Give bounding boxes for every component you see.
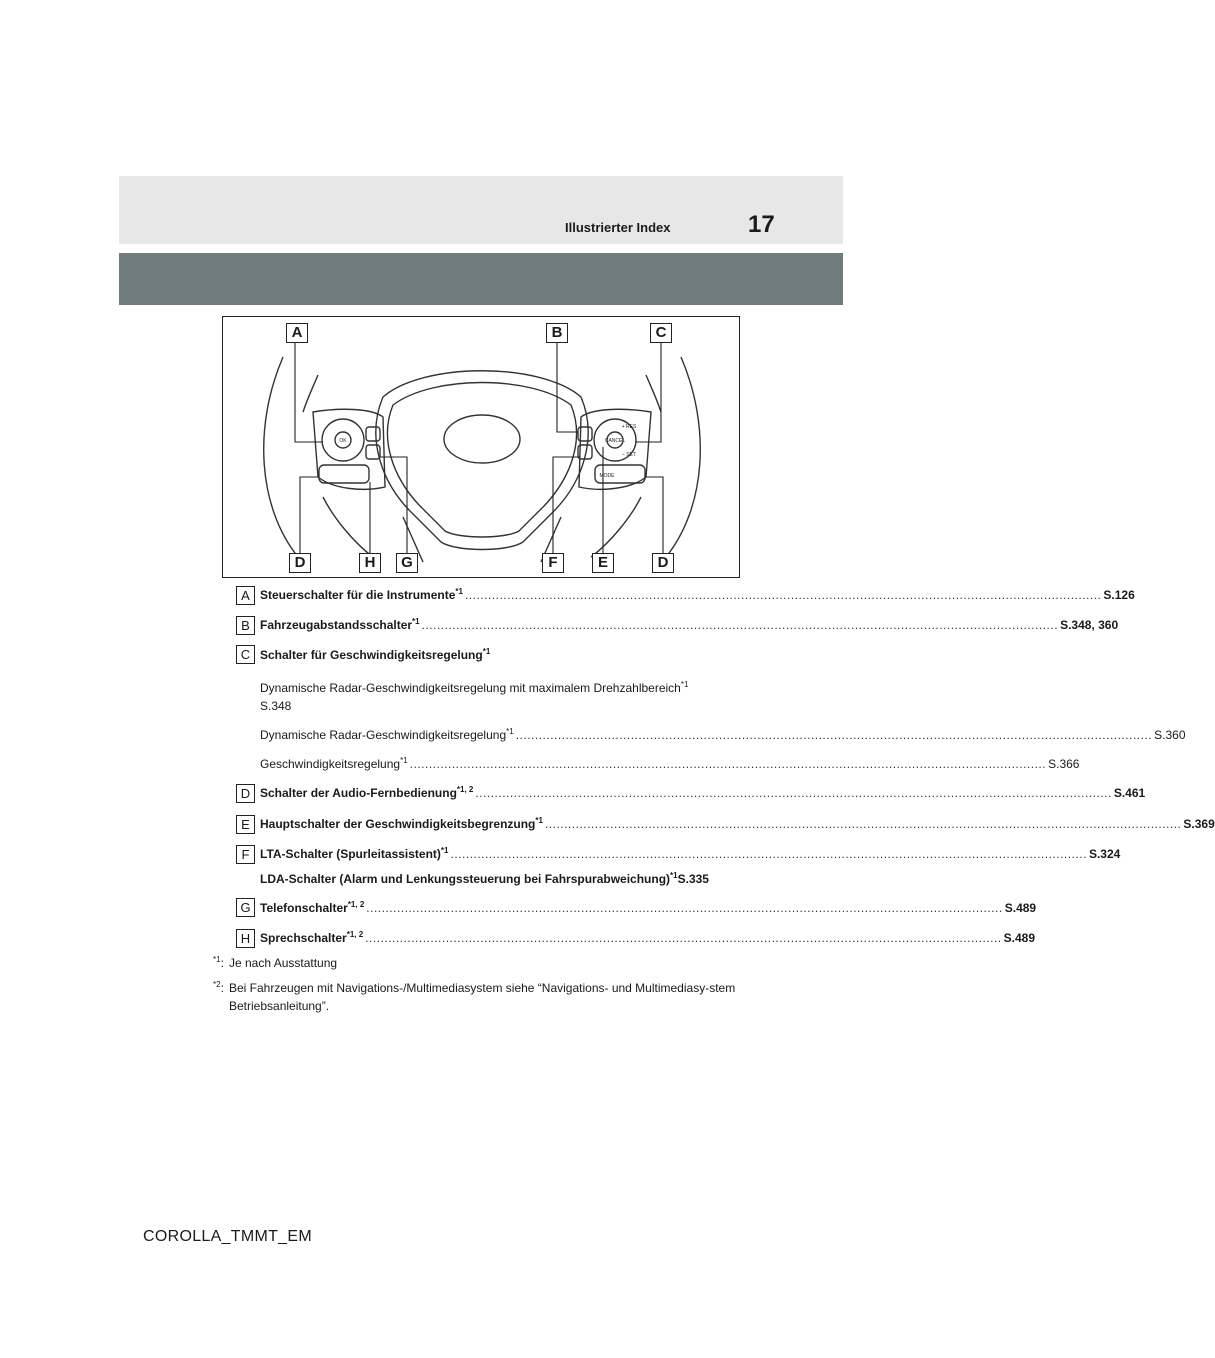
callout-d-left: D <box>289 553 311 573</box>
page-ref[interactable]: S.489 <box>1003 931 1035 945</box>
legend-key-d: D <box>236 784 255 803</box>
res-button-label: + RES <box>621 424 637 430</box>
callout-e: E <box>592 553 614 573</box>
entry-f: LTA-Schalter (Spurleitassistent)$^{*1}$ ...................................................................................................................................................................... S.324 <box>260 846 1121 861</box>
page-ref[interactable]: S.489 <box>1004 901 1037 915</box>
callout-g: G <box>396 553 418 573</box>
mode-button-label: MODE <box>599 473 615 479</box>
legend-key-a: A <box>236 586 255 605</box>
section-title: Illustrierter Index <box>565 220 671 235</box>
sub-entry-c2: Dynamische Radar-Geschwindigkeitsregelung$^{*1}$ ...................................................................................................................................................................... S.360 <box>260 727 1186 742</box>
callout-b: B <box>546 323 568 343</box>
entry-c: Schalter für Geschwindigkeitsregelung$^{*1}$ <box>260 647 491 662</box>
entry-d: Schalter der Audio-Fernbedienung$^{*1, 2}$ ...................................................................................................................................................................... S.461 <box>260 785 1146 800</box>
legend-key-b: B <box>236 616 255 635</box>
legend-key-h: H <box>236 929 255 948</box>
page-ref[interactable]: S.369 <box>1183 817 1215 831</box>
cancel-button-label: CANCEL <box>604 438 626 444</box>
entry-e: Hauptschalter der Geschwindigkeitsbegrenzung$^{*1}$ ...................................................................................................................................................................... S.369 <box>260 816 1215 831</box>
page-ref[interactable]: S.335 <box>677 872 709 886</box>
callout-a: A <box>286 323 308 343</box>
document-code: COROLLA_TMMT_EM <box>143 1228 312 1245</box>
page-number: 17 <box>748 211 775 238</box>
callout-d-right: D <box>652 553 674 573</box>
page-ref[interactable]: S.324 <box>1088 847 1121 861</box>
sub-entry-c1: Dynamische Radar-Geschwindigkeitsregelung mit maximalem Drehzahlbereich$^{*1}$ <box>260 680 689 695</box>
set-button-label: – SET <box>622 452 636 458</box>
sub-entry-f2: LDA-Schalter (Alarm und Lenkungssteuerung bei Fahrspurabweichung)$^{*1}$S.335 <box>260 871 709 886</box>
page-ref[interactable]: S.360 <box>1154 728 1186 742</box>
legend-key-c: C <box>236 645 255 664</box>
section-banner <box>119 253 843 305</box>
legend-key-g: G <box>236 898 255 917</box>
sub-entry-c3: Geschwindigkeitsregelung$^{*1}$ ...................................................................................................................................................................... S.366 <box>260 756 1080 771</box>
entry-h: Sprechschalter$^{*1, 2}$ ...................................................................................................................................................................... S.489 <box>260 930 1035 945</box>
entry-g: Telefonschalter$^{*1, 2}$ ...................................................................................................................................................................... S.489 <box>260 900 1037 915</box>
sub-entry-c1-page[interactable]: S.348 <box>260 699 292 713</box>
entry-b: Fahrzeugabstandsschalter$^{*1}$ ...................................................................................................................................................................... S.348, 360 <box>260 617 1119 632</box>
header-band <box>119 176 843 244</box>
page-ref[interactable]: S.366 <box>1048 757 1080 771</box>
steering-wheel-figure <box>222 316 740 578</box>
ok-button-label: OK <box>339 438 347 444</box>
callout-c: C <box>650 323 672 343</box>
callout-h: H <box>359 553 381 573</box>
steering-wheel-illustration <box>223 317 741 579</box>
callout-f: F <box>542 553 564 573</box>
page-ref[interactable]: S.126 <box>1103 588 1135 602</box>
legend-key-f: F <box>236 845 255 864</box>
entry-a: Steuerschalter für die Instrumente$^{*1}$ ...................................................................................................................................................................... S.126 <box>260 587 1135 602</box>
page-ref[interactable]: S.348, 360 <box>1060 618 1119 632</box>
legend-key-e: E <box>236 815 255 834</box>
page-ref[interactable]: S.461 <box>1113 786 1146 800</box>
